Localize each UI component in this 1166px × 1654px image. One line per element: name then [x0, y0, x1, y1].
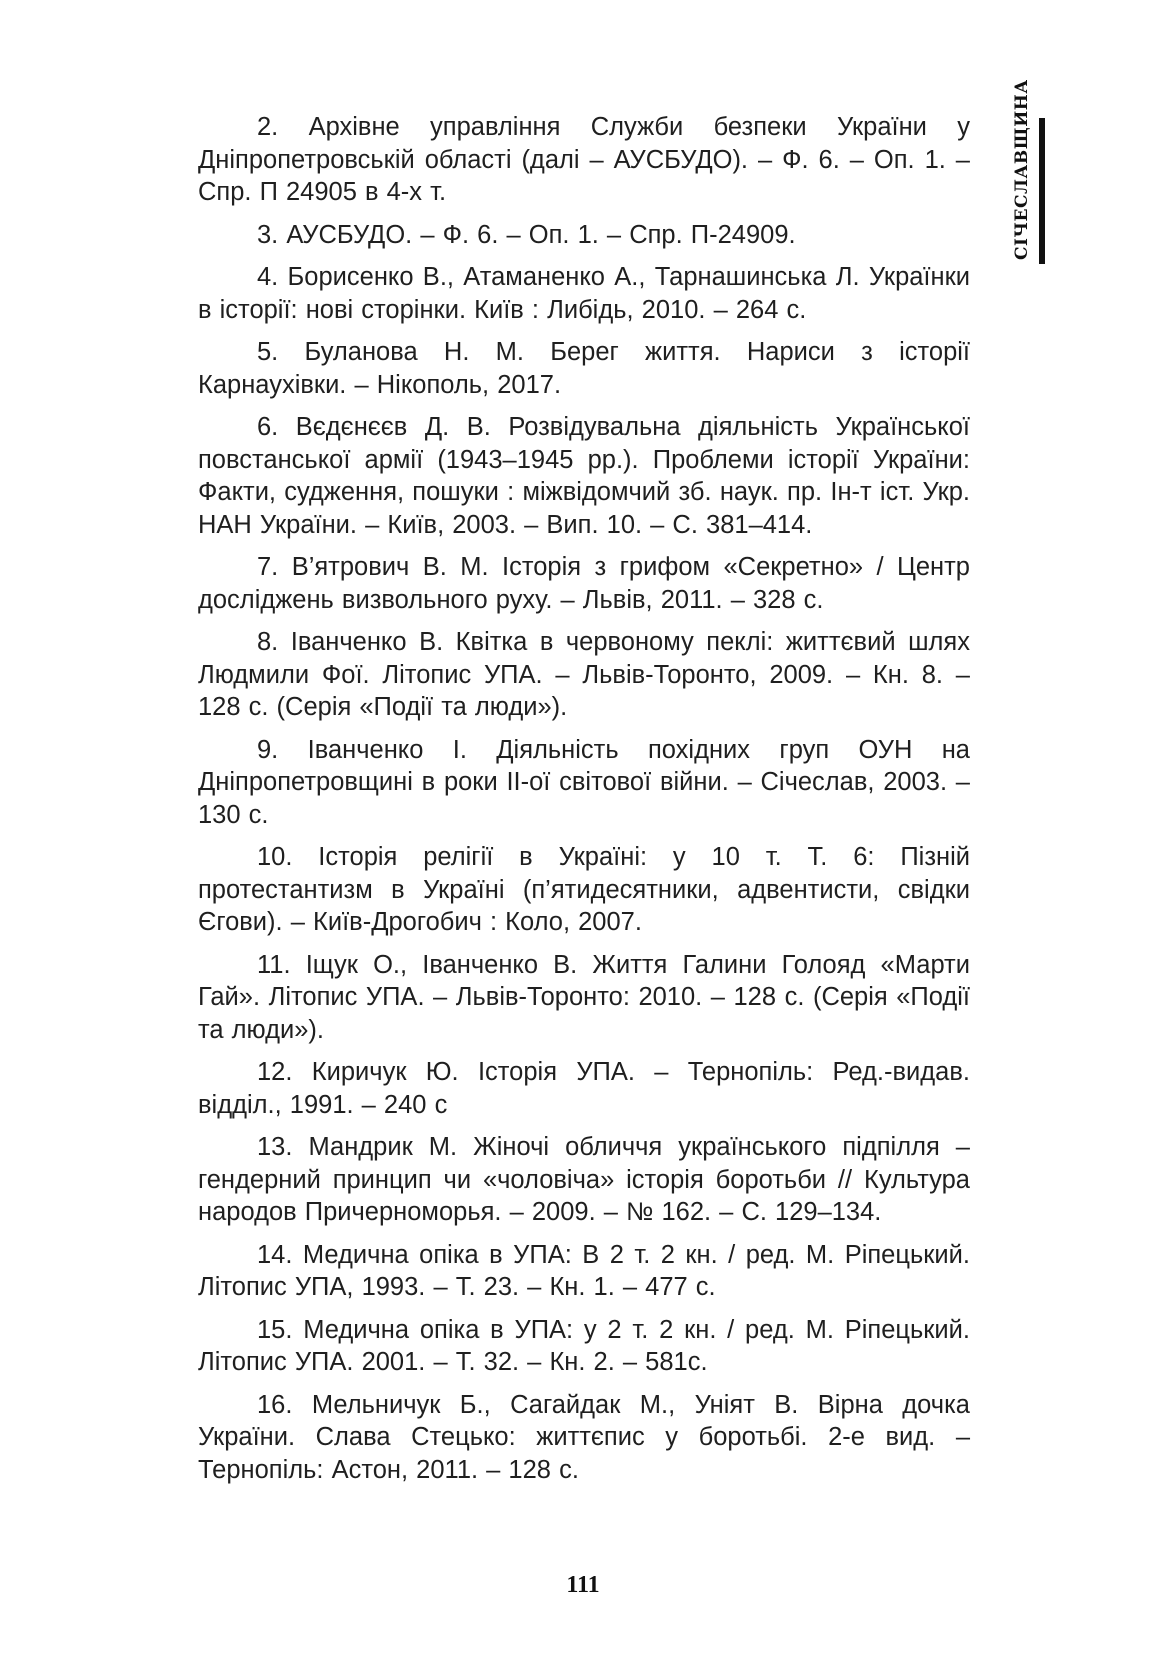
- reference-item: 14. Медична опіка в УПА: В 2 т. 2 кн. / ред. М. Ріпецький. Літопис УПА, 1993. – Т. 23. – Кн. 1. – 477 с.: [198, 1240, 970, 1301]
- reference-item: 13. Мандрик М. Жіночі обличчя українського підпілля – гендерний принцип чи «чоловіча» історія боротьби // Культура народов Причерноморья. – 2009. – № 162. – С. 129–134.: [198, 1133, 970, 1226]
- reference-item: 10. Історія релігії в Україні: у 10 т. Т. 6: Пізній протестантизм в Україні (п’ятидесятники, адвентисти, свідки Єгови). – Київ-Дрогобич : Коло, 2007.: [198, 843, 970, 936]
- reference-item: 8. Іванченко В. Квітка в червоному пеклі: життєвий шлях Людмили Фої. Літопис УПА. – Львів-Торонто, 2009. – Кн. 8. – 128 с. (Серія «Події та люди»).: [198, 628, 970, 721]
- reference-item: 16. Мельничук Б., Сагайдак М., Уніят В. Вірна дочка України. Слава Стецько: життєпис у боротьбі. 2-е вид. – Тернопіль: Астон, 2011. – 128 с.: [198, 1390, 970, 1484]
- reference-item: 12. Киричук Ю. Історія УПА. – Тернопіль: Ред.-видав. відділ., 1991. – 240 с: [198, 1058, 970, 1119]
- reference-item: 7. В’ятрович В. М. Історія з грифом «Секретно» / Центр досліджень визвольного руху. – Львів, 2011. – 328 с.: [198, 553, 970, 614]
- reference-item: 4. Борисенко В., Атаманенко А., Тарнашинська Л. Українки в історії: нові сторінки. Київ : Либідь, 2010. – 264 с.: [198, 263, 970, 324]
- reference-item: 15. Медична опіка в УПА: у 2 т. 2 кн. / ред. М. Ріпецький. Літопис УПА. 2001. – Т. 32. – Кн. 2. – 581с.: [198, 1315, 970, 1376]
- reference-item: 3. АУСБУДО. – Ф. 6. – Оп. 1. – Спр. П-24909.: [257, 220, 796, 249]
- side-logo-mark: [1003, 79, 1045, 264]
- reference-item: 6. Вєдєнєєв Д. В. Розвідувальна діяльність Української повстанської армії (1943–1945 рр.). Проблеми історії України: Факти, судження, пошуки : міжвідомчий зб. наук. пр. Ін-т іст. Укр. НАН України. – Київ, 2003. – Вип. 10. – С. 381–414.: [198, 413, 970, 539]
- reference-list: [198, 111, 970, 1496]
- reference-item: 11. Іщук О., Іванченко В. Життя Галини Голояд «Марти Гай». Літопис УПА. – Львів-Торонто: 2010. – 128 с. (Серія «Події та люди»).: [198, 950, 970, 1044]
- reference-item: 9. Іванченко І. Діяльність похідних груп ОУН на Дніпропетровщині в роки ІІ-ої світової війни. – Січеслав, 2003. – 130 с.: [198, 735, 970, 829]
- page-number: 111: [566, 1572, 600, 1598]
- side-logo-bar: [1039, 118, 1045, 264]
- reference-item: 5. Буланова Н. М. Берег життя. Нариси з історії Карнаухівки. – Нікополь, 2017.: [198, 338, 970, 399]
- reference-item: 2. Архівне управління Служби безпеки України у Дніпропетровській області (далі – АУСБУДО). – Ф. 6. – Оп. 1. – Спр. П 24905 в 4-х т.: [198, 113, 970, 206]
- side-logo-text: СІЧЕСЛАВЩИНА: [1012, 79, 1032, 260]
